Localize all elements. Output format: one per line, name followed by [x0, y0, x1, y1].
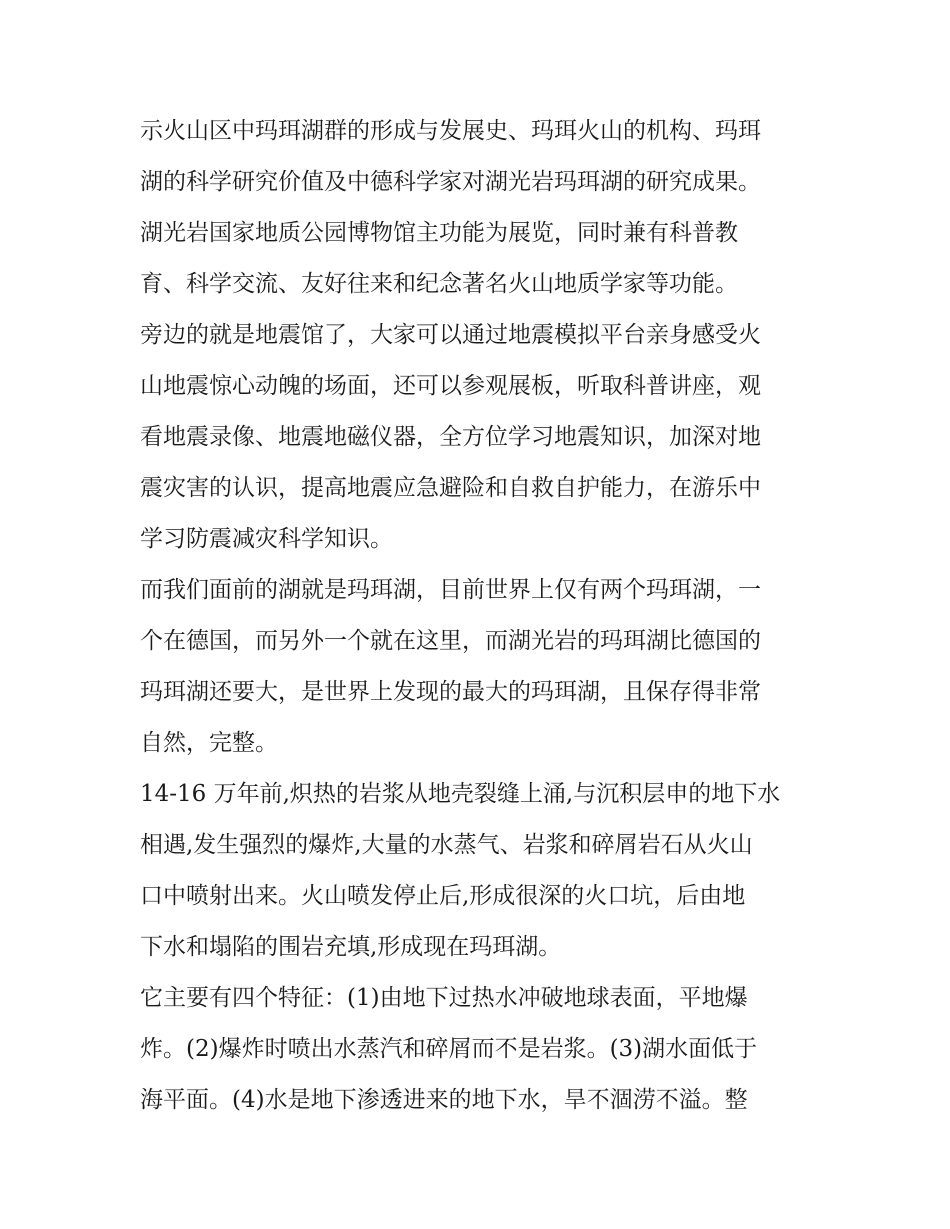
text-line: 育、科学交流、友好往来和纪念著名火山地质学家等功能。	[140, 271, 738, 297]
text-line: 湖的科学研究价值及中德科学家对湖光岩玛珥湖的研究成果。	[140, 169, 761, 195]
text-line: 旁边的就是地震馆了，大家可以通过地震模拟平台亲身感受火	[140, 322, 761, 348]
text-line: 14-16 万年前,炽热的岩浆从地壳裂缝上涌,与沉积层申的地下水	[140, 781, 781, 807]
text-line: 山地震惊心动魄的场面，还可以参观展板，听取科普讲座，观	[140, 373, 761, 399]
text-line: 示火山区中玛珥湖群的形成与发展史、玛珥火山的机构、玛珥	[140, 118, 761, 144]
text-line: 学习防震减灾科学知识。	[140, 526, 393, 552]
text-line: 炸。(2)爆炸时喷出水蒸汽和碎屑而不是岩浆。(3)湖水面低于	[140, 1036, 758, 1062]
text-line: 玛珥湖还要大，是世界上发现的最大的玛珥湖，且保存得非常	[140, 679, 761, 705]
text-line: 口中喷射出来。火山喷发停止后,形成很深的火口坑，后由地	[140, 883, 746, 909]
text-line: 个在德国，而另外一个就在这里，而湖光岩的玛珥湖比德国的	[140, 628, 761, 654]
text-line: 自然，完整。	[140, 730, 278, 756]
text-line: 它主要有四个特征：(1)由地下过热水冲破地球表面，平地爆	[140, 985, 748, 1011]
text-line: 震灾害的认识，提高地震应急避险和自救自护能力，在游乐中	[140, 475, 761, 501]
text-line: 湖光岩国家地质公园博物馆主功能为展览，同时兼有科普教	[140, 220, 738, 246]
text-line: 看地震录像、地震地磁仪器，全方位学习地震知识，加深对地	[140, 424, 761, 450]
text-line: 下水和塌陷的围岩充填,形成现在玛珥湖。	[140, 934, 562, 960]
text-line: 而我们面前的湖就是玛珥湖，目前世界上仅有两个玛珥湖，一	[140, 577, 761, 603]
text-line: 相遇,发生强烈的爆炸,大量的水蒸气、岩浆和碎屑岩石从火山	[140, 832, 753, 858]
text-line: 海平面。(4)水是地下渗透进来的地下水，旱不涸涝不溢。整	[140, 1087, 748, 1113]
document-body	[140, 106, 820, 1126]
